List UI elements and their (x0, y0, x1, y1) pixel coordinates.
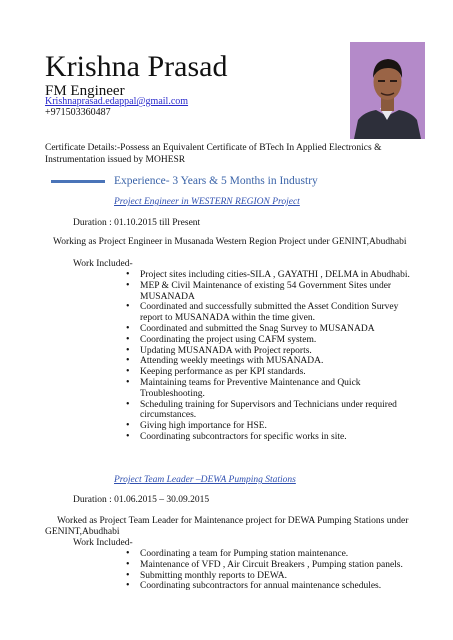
list-item: • Coordinating subcontractors for specific works in site. (140, 432, 410, 443)
list-item: • Submitting monthly reports to DEWA. (140, 571, 430, 582)
candidate-name: Krishna Prasad (45, 50, 228, 83)
section-divider-bar (51, 180, 105, 183)
project-1-duration: Duration : 01.10.2015 till Present (73, 218, 201, 228)
project-2-task-list (140, 549, 430, 592)
list-item: • Maintaining teams for Preventive Maintenance and Quick Troubleshooting. (140, 378, 410, 400)
list-item: • Coordinating the project using CAFM system. (140, 335, 410, 346)
list-item: • Coordinated and successfully submitted the Asset Condition Survey report to MUSANADA within the time given. (140, 302, 410, 324)
project-1-title: Project Engineer in WESTERN REGION Project (114, 197, 300, 207)
project-2-title: Project Team Leader –DEWA Pumping Stations (114, 475, 296, 485)
list-item: • Scheduling training for Supervisors and Technicians under required circumstances. (140, 400, 410, 422)
job-role: FM Engineer (45, 83, 125, 99)
list-item: • MEP & Civil Maintenance of existing 54 Government Sites under MUSANADA (140, 281, 410, 303)
list-item: • Project sites including cities-SILA , GAYATHI , DELMA in Abudhabi. (140, 270, 410, 281)
project-2-work-label: Work Included- (73, 538, 133, 548)
list-item: • Coordinating subcontractors for annual maintenance schedules. (140, 581, 430, 592)
list-item: • Updating MUSANADA with Project reports. (140, 346, 410, 357)
project-2-summary: Worked as Project Team Leader for Maintenance project for DEWA Pumping Stations under GENINT,Abudhabi (45, 516, 409, 537)
list-item: • Coordinating a team for Pumping station maintenance. (140, 549, 430, 560)
list-item: • Attending weekly meetings with MUSANADA. (140, 356, 410, 367)
experience-heading: Experience- 3 Years & 5 Months in Industry (114, 175, 318, 187)
project-2-duration: Duration : 01.06.2015 – 30.09.2015 (73, 495, 210, 505)
project-1-task-list (140, 270, 410, 443)
list-item: • Coordinated and submitted the Snag Survey to MUSANADA (140, 324, 410, 335)
project-1-summary: Working as Project Engineer in Musanada Western Region Project under GENINT,Abudhabi (53, 237, 407, 247)
profile-photo (350, 42, 425, 139)
list-item: • Maintenance of VFD , Air Circuit Breakers , Pumping station panels. (140, 560, 430, 571)
phone-number: +971503360487 (45, 107, 111, 118)
list-item: • Giving high importance for HSE. (140, 421, 410, 432)
project-1-work-label: Work Included- (73, 259, 133, 269)
list-item: • Keeping performance as per KPI standards. (140, 367, 410, 378)
certificate-details: Certificate Details:-Possess an Equivalent Certificate of BTech In Applied Electronics & Instrumentation issued by MOHESR (45, 143, 382, 165)
email-link[interactable]: Krishnaprasad.edappal@gmail.com (45, 96, 189, 107)
